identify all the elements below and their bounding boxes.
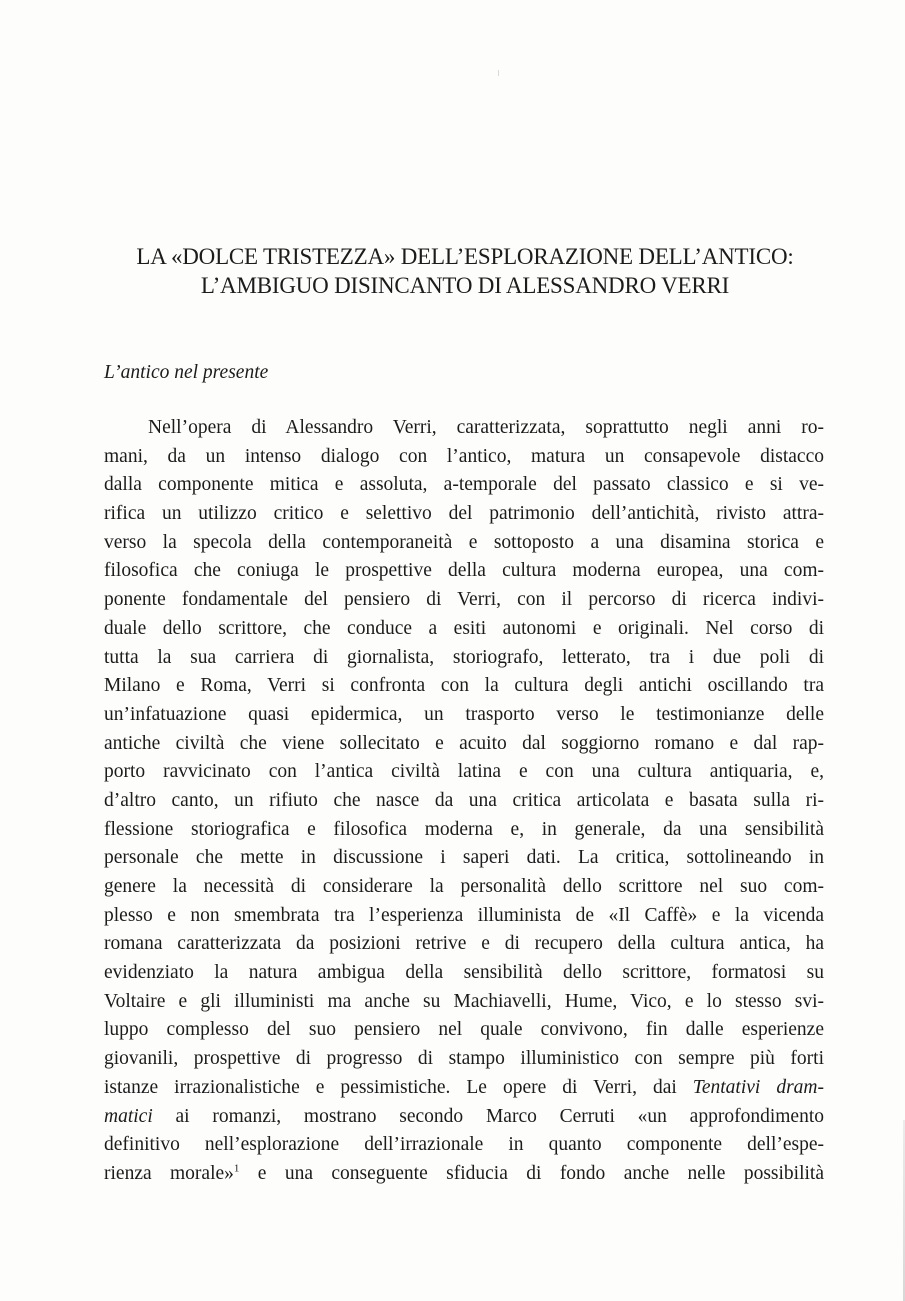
- body-text: [104, 414, 824, 1189]
- text-line: d’altro canto, un rifiuto che nasce da una critica articolata e basata sulla ri-: [104, 789, 824, 811]
- text-line: Milano e Roma, Verri si confronta con la cultura degli antichi oscillando tra: [104, 675, 824, 697]
- scan-mark: [498, 70, 503, 76]
- italic-title: Tentativi dram-: [692, 1076, 825, 1098]
- text-line: giovanili, prospettive di progresso di stampo illuministico con sempre più forti: [104, 1048, 824, 1070]
- chapter-title-line-1: LA «DOLCE TRISTEZZA» DELL’ESPLORAZIONE DELL’ANTICO:: [136, 244, 794, 269]
- text-line: ponente fondamentale del pensiero di Verri, con il percorso di ricerca indivi-: [104, 589, 824, 611]
- text-line: rifica un utilizzo critico e selettivo del patrimonio dell’antichità, rivisto attra-: [104, 503, 824, 525]
- text-line: duale dello scrittore, che conduce a esiti autonomi e originali. Nel corso di: [104, 617, 824, 639]
- text-line: verso la specola della contemporaneità e sottoposto a una disamina storica e: [104, 531, 824, 553]
- text-line: un’infatuazione quasi epidermica, un trasporto verso le testimonianze delle: [104, 703, 824, 725]
- text-line: luppo complesso del suo pensiero nel quale convivono, fin dalle esperienze: [104, 1019, 824, 1041]
- text-line: flessione storiografica e filosofica moderna e, in generale, da una sensibilità: [104, 818, 824, 840]
- text-line: antiche civiltà che viene sollecitato e acuito dal soggiorno romano e dal rap-: [104, 732, 824, 754]
- text-segment: ai romanzi, mostrano secondo Marco Cerruti «un approfondimento: [152, 1105, 824, 1127]
- italic-title: matici: [104, 1105, 153, 1127]
- text-line: genere la necessità di considerare la personalità dello scrittore nel suo com-: [104, 876, 824, 897]
- text-line: evidenziato la natura ambigua della sensibilità dello scrittore, formatosi su: [104, 962, 824, 984]
- text-line: filosofica che coniuga le prospettive della cultura moderna europea, una com-: [104, 560, 824, 582]
- text-line: [104, 1160, 824, 1189]
- text-line: porto ravvicinato con l’antica civiltà latina e con una cultura antiquaria, e,: [104, 761, 824, 783]
- text-line: mani, da un intenso dialogo con l’antico, matura un consapevole distacco: [104, 445, 824, 467]
- footnote-reference[interactable]: 1: [233, 1162, 240, 1175]
- text-segment: rienza morale»: [104, 1162, 234, 1184]
- text-segment: e una conseguente sfiducia di fondo anche nelle possibilità: [239, 1162, 825, 1184]
- text-segment: istanze irrazionalistiche e pessimistiche. Le opere di Verri, dai: [104, 1076, 677, 1098]
- section-heading: L’antico nel presente: [104, 362, 269, 383]
- chapter-title-line-2: L’AMBIGUO DISINCANTO DI ALESSANDRO VERRI: [200, 273, 730, 298]
- chapter-title: [100, 242, 830, 300]
- text-line: definitivo nell’esplorazione dell’irrazionale in quanto componente dell’espe-: [104, 1134, 824, 1156]
- text-line: Nell’opera di Alessandro Verri, caratterizzata, soprattutto negli anni ro-: [148, 417, 824, 438]
- text-line: plesso e non smembrata tra l’esperienza illuminista de «Il Caffè» e la vicenda: [104, 904, 824, 926]
- text-line: [104, 1103, 824, 1132]
- text-line: [104, 1074, 824, 1103]
- text-line: personale che mette in discussione i saperi dati. La critica, sottolineando in: [104, 847, 824, 869]
- text-line: dalla componente mitica e assoluta, a-temporale del passato classico e si ve-: [104, 474, 824, 496]
- text-line: tutta la sua carriera di giornalista, storiografo, letterato, tra i due poli di: [104, 646, 824, 668]
- text-line: Voltaire e gli illuministi ma anche su Machiavelli, Hume, Vico, e lo stesso svi-: [104, 990, 824, 1012]
- text-line: romana caratterizzata da posizioni retrive e di recupero della cultura antica, ha: [104, 933, 824, 955]
